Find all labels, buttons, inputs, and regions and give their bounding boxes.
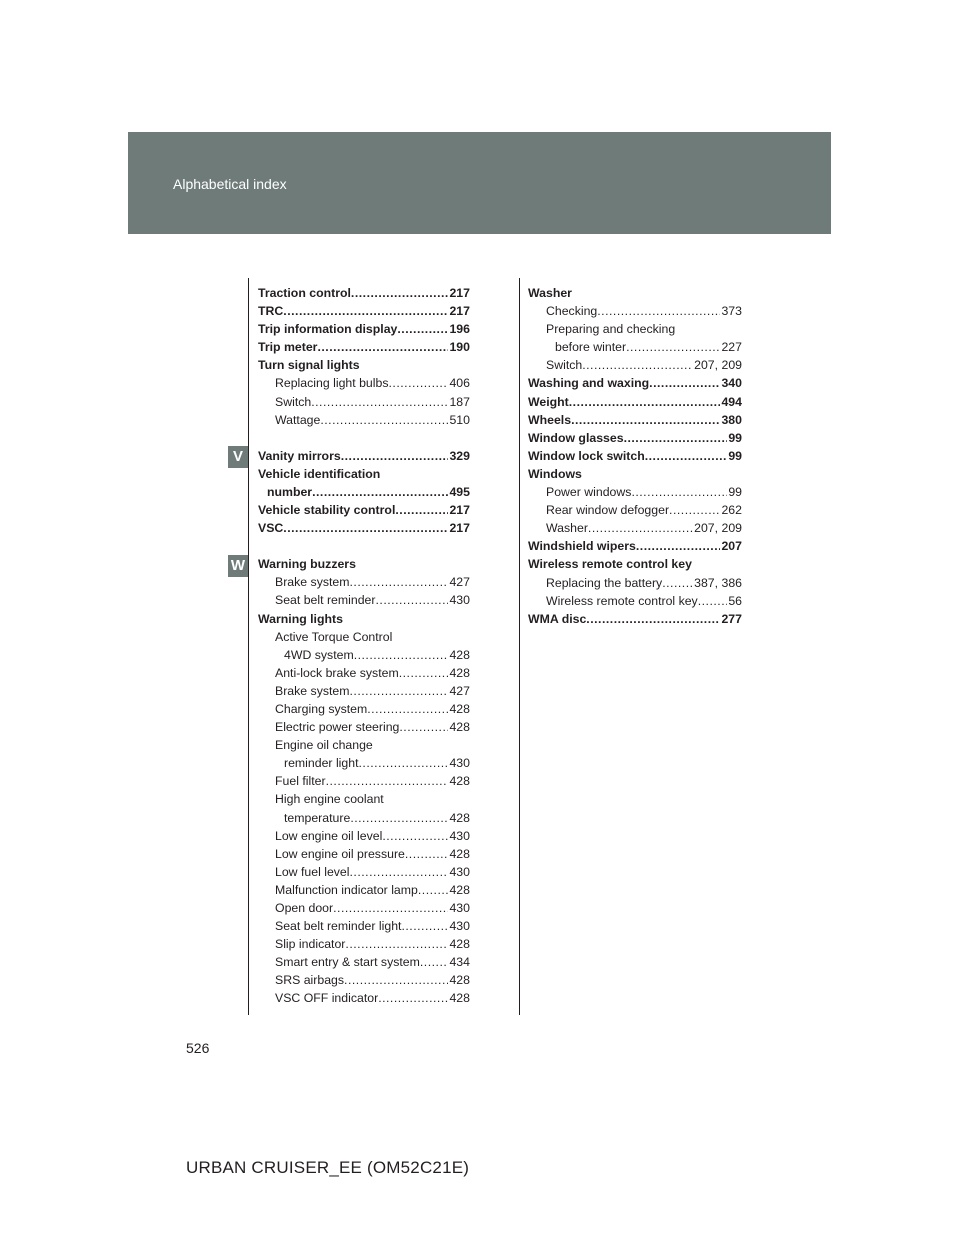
index-subheading: High engine coolant <box>275 792 384 807</box>
index-entry: Power windows ..... 99 <box>528 483 742 501</box>
index-entry: number ..... 495 <box>258 483 470 501</box>
index-heading: Warning buzzers <box>258 557 356 572</box>
index-entry: TRC ..... 217 <box>258 302 470 320</box>
index-entry: Weight ..... 494 <box>528 393 742 411</box>
index-entry: Wireless remote control key ..... 56 <box>528 592 742 610</box>
index-subheading: Preparing and checking <box>546 322 676 337</box>
index-entry: reminder light ..... 430 <box>258 754 470 772</box>
section-tab-v: V <box>228 446 248 468</box>
index-subheading: Active Torque Control <box>275 629 393 644</box>
left-rule <box>248 278 249 1015</box>
index-entry: Windshield wipers ..... 207 <box>528 537 742 555</box>
index-column-right <box>528 284 742 628</box>
index-entry: Electric power steering ..... 428 <box>258 718 470 736</box>
index-entry: Low fuel level ..... 430 <box>258 863 470 881</box>
index-entry: Washing and waxing ..... 340 <box>528 374 742 392</box>
index-entry: Anti-lock brake system ..... 428 <box>258 664 470 682</box>
index-entry: SRS airbags ..... 428 <box>258 971 470 989</box>
index-heading: Turn signal lights <box>258 358 360 373</box>
index-heading: Windows <box>528 466 582 481</box>
index-entry: Trip meter ..... 190 <box>258 338 470 356</box>
index-entry: Window glasses ..... 99 <box>528 429 742 447</box>
index-entry: Checking ..... 373 <box>528 302 742 320</box>
index-entry: Rear window defogger ..... 262 <box>528 501 742 519</box>
index-entry: Open door ..... 430 <box>258 899 470 917</box>
center-rule <box>519 278 520 1015</box>
index-entry: Switch ..... 207, 209 <box>528 356 742 374</box>
index-entry: Wattage ..... 510 <box>258 411 470 429</box>
index-entry: Brake system ..... 427 <box>258 682 470 700</box>
index-entry: Seat belt reminder light ..... 430 <box>258 917 470 935</box>
index-entry: Fuel filter ..... 428 <box>258 772 470 790</box>
index-heading: Washer <box>528 286 572 300</box>
index-entry: Replacing the battery ..... 387, 386 <box>528 574 742 592</box>
index-heading: Warning lights <box>258 611 343 626</box>
index-entry: Low engine oil level ..... 430 <box>258 827 470 845</box>
index-entry: VSC ..... 217 <box>258 519 470 537</box>
index-entry: Charging system ..... 428 <box>258 700 470 718</box>
index-heading: Vehicle identification <box>258 466 381 481</box>
index-entry: Smart entry & start system ..... 434 <box>258 953 470 971</box>
section-tab-w: W <box>228 555 248 577</box>
index-entry: Replacing light bulbs ..... 406 <box>258 374 470 392</box>
index-entry: Seat belt reminder ..... 430 <box>258 591 470 609</box>
index-entry: Washer ..... 207, 209 <box>528 519 742 537</box>
page-header <box>128 132 831 234</box>
index-entry: VSC OFF indicator ..... 428 <box>258 989 470 1007</box>
index-subheading: Engine oil change <box>275 738 373 753</box>
index-entry: Malfunction indicator lamp ..... 428 <box>258 881 470 899</box>
index-entry: Switch ..... 187 <box>258 393 470 411</box>
index-entry: Trip information display ..... 196 <box>258 320 470 338</box>
index-entry: 4WD system ..... 428 <box>258 646 470 664</box>
index-entry: temperature ..... 428 <box>258 809 470 827</box>
index-entry: Vehicle stability control ..... 217 <box>258 501 470 519</box>
index-column-left <box>258 284 470 1008</box>
index-entry: Wheels ..... 380 <box>528 411 742 429</box>
index-entry: Low engine oil pressure ..... 428 <box>258 845 470 863</box>
index-entry: WMA disc ..... 277 <box>528 610 742 628</box>
index-heading: Wireless remote control key <box>528 557 692 572</box>
header-title: Alphabetical index <box>173 176 287 192</box>
index-entry: Slip indicator ..... 428 <box>258 935 470 953</box>
index-entry: Traction control ..... 217 <box>258 284 470 302</box>
index-entry: Window lock switch ..... 99 <box>528 447 742 465</box>
index-entry: Vanity mirrors ..... 329 <box>258 447 470 465</box>
page-number: 526 <box>186 1040 210 1056</box>
footer-model-code: URBAN CRUISER_EE (OM52C21E) <box>186 1158 470 1177</box>
index-entry: before winter ..... 227 <box>528 338 742 356</box>
index-entry: Brake system ..... 427 <box>258 573 470 591</box>
